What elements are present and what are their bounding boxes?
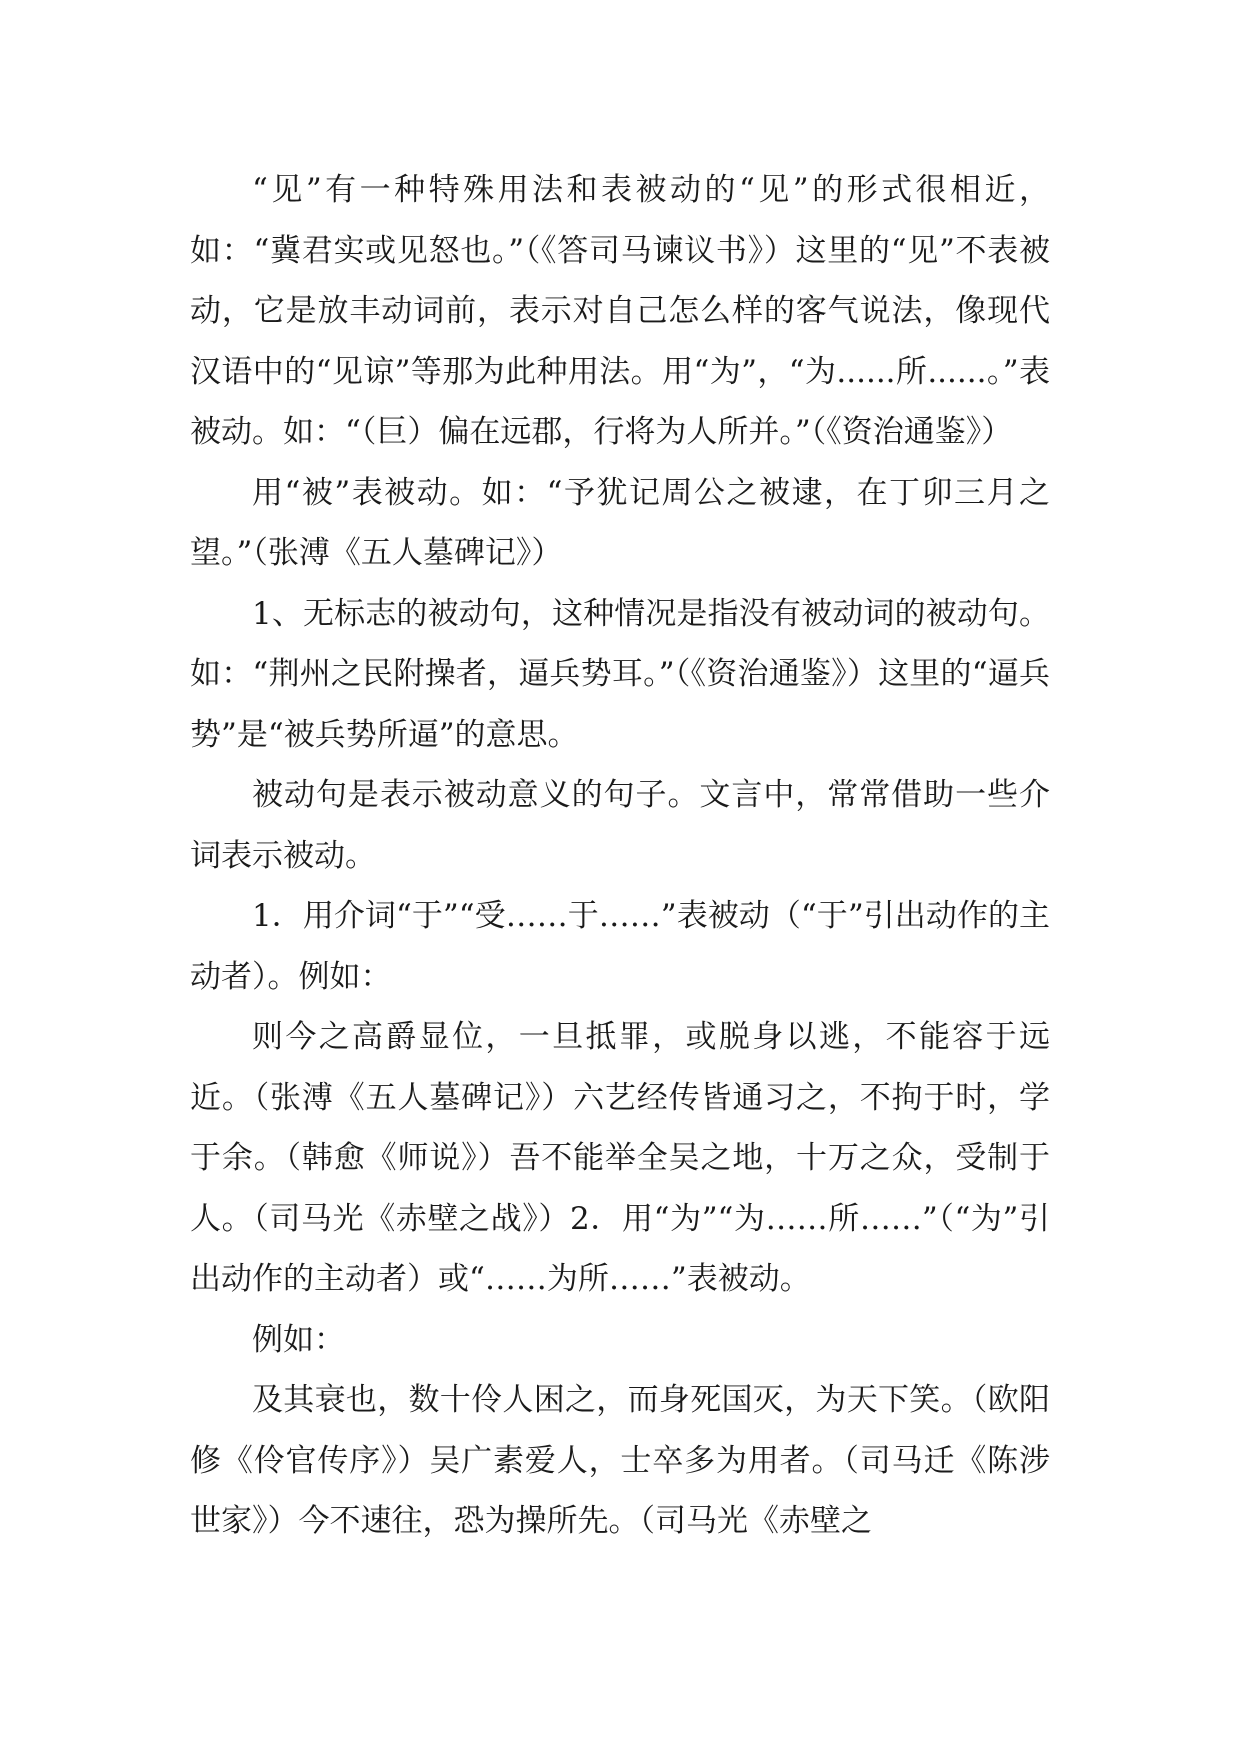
paragraph-wei-examples: 及其衰也，数十伶人困之，而身死国灭，为天下笑。（欧阳修《伶官传序》）吴广素爱人，士卒多为用者。（司马迁《陈涉世家》）今不速往，恐为操所先。（司马光《赤壁之: [190, 1382, 1050, 1539]
paragraph-example-label: 例如：: [252, 1321, 345, 1358]
paragraph-unmarked-passive: 1、无标志的被动句，这种情况是指没有被动词的被动句。如：“荆州之民附操者，逼兵势耳。”（《资治通鉴》）这里的“逼兵势”是“被兵势所逼”的意思。: [190, 595, 1050, 753]
paragraph-yu-examples: 则今之高爵显位，一旦抵罪，或脱身以逃，不能容于远近。（张溥《五人墓碑记》）六艺经传皆通习之，不拘于时，学于余。（韩愈《师说》）吾不能举全吴之地，十万之众，受制于人。（司马光《赤壁之战》）2．用“为”“为……所……”（“为”引出动作的主动者）或“……为所……”表被动。: [190, 1019, 1050, 1297]
body-text: [190, 160, 1050, 1552]
paragraph-jian-usage: “见”有一种特殊用法和表被动的“见”的形式很相近，如：“冀君实或见怒也。”（《答司马谏议书》）这里的“见”不表被动，它是放丰动词前，表示对自己怎么样的客气说法，像现代汉语中的“见谅”等那为此种用法。用“为”，“为......所......。”表被动。如：“（巨）偏在远郡，行将为人所并。”（《资治通鉴》）: [190, 172, 1050, 450]
paragraph-yu-passive: 1．用介词“于”“受……于……”表被动（“于”引出动作的主动者）。例如：: [190, 898, 1050, 995]
paragraph-passive-definition: 被动句是表示被动意义的句子。文言中，常常借助一些介词表示被动。: [190, 777, 1050, 874]
paragraph-bei-usage: 用“被”表被动。如：“予犹记周公之被逮，在丁卯三月之望。”（张溥《五人墓碑记》）: [190, 474, 1050, 571]
